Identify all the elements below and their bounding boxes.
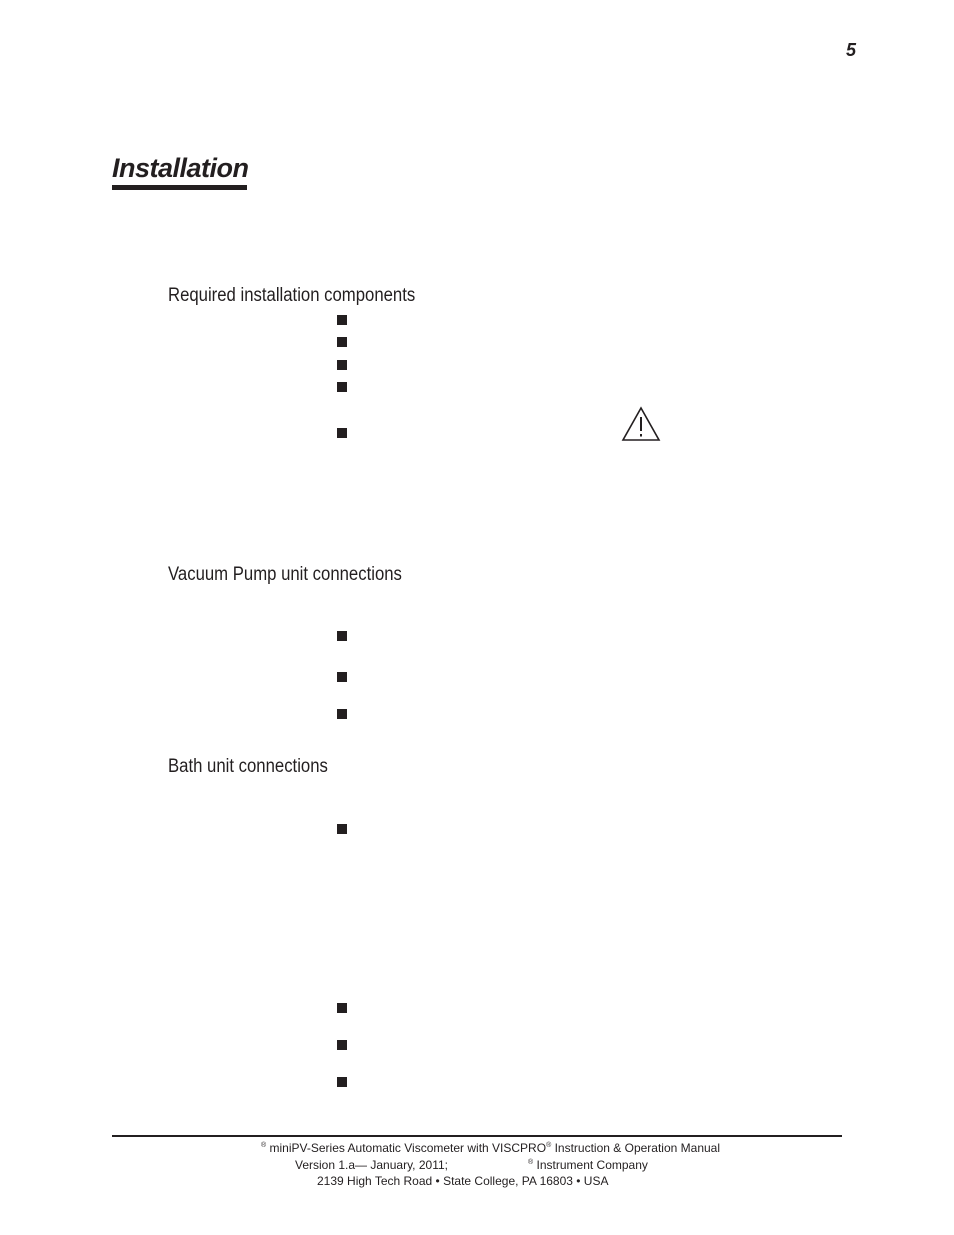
footer-product-title: miniPV-Series Automatic Viscometer with VISCPRO — [269, 1141, 547, 1155]
bullet-marker — [337, 824, 347, 834]
title-underline — [112, 185, 247, 190]
registered-mark: ® — [528, 1159, 534, 1166]
bullet-marker — [337, 337, 347, 347]
registered-mark: ® — [261, 1142, 267, 1149]
page-title: Installation — [112, 153, 249, 183]
warning-triangle-icon — [621, 406, 661, 442]
bullet-marker — [337, 1040, 347, 1050]
bullet-marker — [337, 1003, 347, 1013]
bullet-marker — [337, 631, 347, 641]
footer-company: Instrument Company — [536, 1158, 648, 1172]
bullet-marker — [337, 428, 347, 438]
section-heading-required-components: Required installation components — [168, 285, 416, 306]
bullet-marker — [337, 709, 347, 719]
page-number: 5 — [846, 40, 857, 60]
registered-mark: ® — [546, 1142, 552, 1149]
footer-rule — [112, 1135, 842, 1137]
footer-version: Version 1.a— January, 2011; — [295, 1158, 448, 1172]
bullet-marker — [337, 672, 347, 682]
bullet-marker — [337, 382, 347, 392]
bullet-marker — [337, 1077, 347, 1087]
bullet-marker — [337, 360, 347, 370]
section-heading-bath-unit: Bath unit connections — [168, 756, 328, 777]
footer-manual-suffix: Instruction & Operation Manual — [554, 1141, 720, 1155]
section-heading-vacuum-pump: Vacuum Pump unit connections — [168, 564, 402, 585]
footer-address: 2139 High Tech Road • State College, PA 16803 • USA — [317, 1174, 609, 1188]
bullet-marker — [337, 315, 347, 325]
